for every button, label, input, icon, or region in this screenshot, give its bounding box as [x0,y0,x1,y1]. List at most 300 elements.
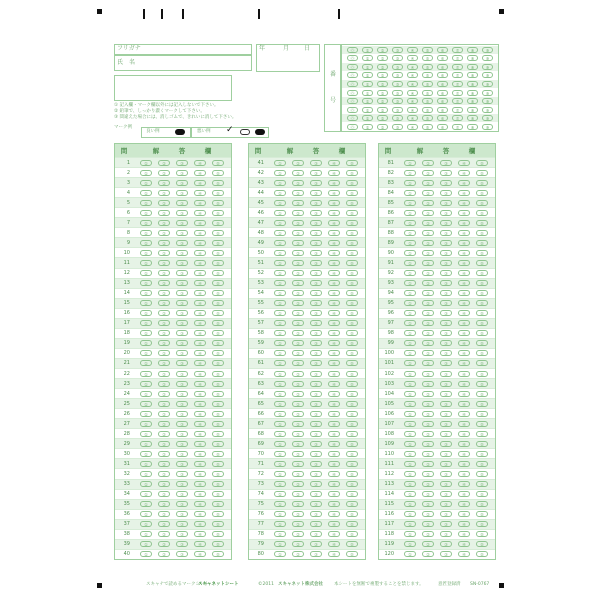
answer-bubble[interactable]: ⑤ [346,240,358,246]
answer-bubble[interactable]: ⑤ [346,310,358,316]
answer-bubble[interactable]: ① [274,270,286,276]
answer-bubble[interactable]: ② [422,270,434,276]
answer-bubble[interactable]: ② [158,330,170,336]
id-bubble[interactable]: ⑥ [437,115,448,121]
answer-bubble[interactable]: ④ [328,200,340,206]
answer-bubble[interactable]: ② [292,511,304,517]
answer-bubble[interactable]: ④ [458,421,470,427]
answer-bubble[interactable]: ① [274,481,286,487]
id-bubble[interactable]: ① [362,47,373,53]
answer-bubble[interactable]: ② [292,250,304,256]
answer-bubble[interactable]: ① [140,481,152,487]
answer-bubble[interactable]: ③ [176,250,188,256]
answer-bubble[interactable]: ⑤ [212,501,224,507]
id-bubble[interactable]: ⑥ [437,55,448,61]
answer-bubble[interactable]: ③ [310,360,322,366]
answer-bubble[interactable]: ⑤ [476,320,488,326]
answer-bubble[interactable]: ④ [194,360,206,366]
answer-bubble[interactable]: ④ [458,531,470,537]
answer-bubble[interactable]: ① [404,290,416,296]
id-bubble[interactable]: ⑤ [422,72,433,78]
answer-bubble[interactable]: ① [140,421,152,427]
answer-bubble[interactable]: ⑤ [476,431,488,437]
answer-bubble[interactable]: ⑤ [212,411,224,417]
answer-bubble[interactable]: ⑤ [346,531,358,537]
answer-bubble[interactable]: ② [158,371,170,377]
answer-bubble[interactable]: ① [404,381,416,387]
answer-bubble[interactable]: ③ [440,541,452,547]
answer-bubble[interactable]: ③ [176,300,188,306]
answer-bubble[interactable]: ④ [194,270,206,276]
answer-bubble[interactable]: ④ [194,501,206,507]
answer-bubble[interactable]: ③ [310,320,322,326]
answer-bubble[interactable]: ① [140,240,152,246]
answer-bubble[interactable]: ① [404,541,416,547]
answer-bubble[interactable]: ② [422,330,434,336]
id-bubble[interactable]: ⑧ [467,98,478,104]
answer-bubble[interactable]: ⑤ [212,170,224,176]
answer-bubble[interactable]: ③ [176,200,188,206]
id-bubble[interactable]: ⑦ [452,81,463,87]
answer-bubble[interactable]: ⑤ [476,421,488,427]
answer-bubble[interactable]: ⑤ [212,481,224,487]
answer-bubble[interactable]: ① [404,280,416,286]
answer-bubble[interactable]: ④ [458,521,470,527]
answer-bubble[interactable]: ⑤ [212,371,224,377]
answer-bubble[interactable]: ① [404,260,416,266]
answer-bubble[interactable]: ③ [176,310,188,316]
answer-bubble[interactable]: ③ [310,220,322,226]
id-bubble[interactable]: ⑦ [452,47,463,53]
answer-bubble[interactable]: ① [140,350,152,356]
answer-bubble[interactable]: ④ [194,531,206,537]
answer-bubble[interactable]: ⑤ [476,350,488,356]
answer-bubble[interactable]: ⑤ [212,310,224,316]
answer-bubble[interactable]: ④ [194,220,206,226]
answer-bubble[interactable]: ① [140,360,152,366]
answer-bubble[interactable]: ① [404,350,416,356]
answer-bubble[interactable]: ② [292,350,304,356]
answer-bubble[interactable]: ③ [310,160,322,166]
answer-bubble[interactable]: ⑤ [346,541,358,547]
answer-bubble[interactable]: ③ [176,441,188,447]
answer-bubble[interactable]: ④ [458,371,470,377]
id-bubble[interactable]: ④ [407,55,418,61]
answer-bubble[interactable]: ⑤ [346,180,358,186]
answer-bubble[interactable]: ⑤ [212,360,224,366]
id-bubble[interactable]: ⓪ [347,47,358,53]
answer-bubble[interactable]: ④ [328,190,340,196]
answer-bubble[interactable]: ④ [328,220,340,226]
answer-bubble[interactable]: ⑤ [212,431,224,437]
id-bubble[interactable]: ⑨ [482,90,493,96]
answer-bubble[interactable]: ⑤ [476,250,488,256]
answer-bubble[interactable]: ① [140,280,152,286]
answer-bubble[interactable]: ① [140,491,152,497]
id-bubble[interactable]: ③ [392,115,403,121]
answer-bubble[interactable]: ① [274,280,286,286]
answer-bubble[interactable]: ① [140,391,152,397]
id-bubble[interactable]: ④ [407,124,418,130]
answer-bubble[interactable]: ② [292,441,304,447]
answer-bubble[interactable]: ③ [440,431,452,437]
answer-bubble[interactable]: ② [158,441,170,447]
answer-bubble[interactable]: ④ [458,401,470,407]
answer-bubble[interactable]: ② [158,240,170,246]
answer-bubble[interactable]: ⑤ [346,551,358,557]
answer-bubble[interactable]: ② [422,250,434,256]
answer-bubble[interactable]: ① [404,471,416,477]
answer-bubble[interactable]: ② [292,391,304,397]
answer-bubble[interactable]: ③ [440,340,452,346]
answer-bubble[interactable]: ③ [176,371,188,377]
id-bubble[interactable]: ⑧ [467,72,478,78]
id-bubble[interactable]: ② [377,90,388,96]
answer-bubble[interactable]: ② [422,451,434,457]
answer-bubble[interactable]: ⑤ [346,501,358,507]
answer-bubble[interactable]: ① [140,401,152,407]
answer-bubble[interactable]: ③ [440,180,452,186]
id-bubble[interactable]: ⑨ [482,115,493,121]
answer-bubble[interactable]: ④ [458,240,470,246]
answer-bubble[interactable]: ④ [328,310,340,316]
answer-bubble[interactable]: ② [292,360,304,366]
answer-bubble[interactable]: ① [140,461,152,467]
id-bubble[interactable]: ⑤ [422,55,433,61]
answer-bubble[interactable]: ① [274,350,286,356]
answer-bubble[interactable]: ④ [458,180,470,186]
answer-bubble[interactable]: ① [274,360,286,366]
answer-bubble[interactable]: ① [274,381,286,387]
answer-bubble[interactable]: ② [292,541,304,547]
answer-bubble[interactable]: ③ [440,220,452,226]
answer-bubble[interactable]: ④ [458,210,470,216]
answer-bubble[interactable]: ② [292,421,304,427]
answer-bubble[interactable]: ② [292,431,304,437]
answer-bubble[interactable]: ② [292,401,304,407]
answer-bubble[interactable]: ④ [328,381,340,387]
answer-bubble[interactable]: ② [158,501,170,507]
id-bubble[interactable]: ③ [392,47,403,53]
answer-bubble[interactable]: ③ [176,360,188,366]
answer-bubble[interactable]: ③ [440,250,452,256]
answer-bubble[interactable]: ③ [176,471,188,477]
id-bubble[interactable]: ② [377,115,388,121]
answer-bubble[interactable]: ⑤ [476,501,488,507]
answer-bubble[interactable]: ④ [328,481,340,487]
id-bubble[interactable]: ⑧ [467,90,478,96]
answer-bubble[interactable]: ④ [328,210,340,216]
answer-bubble[interactable]: ② [292,240,304,246]
id-bubble[interactable]: ⓪ [347,90,358,96]
answer-bubble[interactable]: ⑤ [346,230,358,236]
answer-bubble[interactable]: ④ [458,491,470,497]
answer-bubble[interactable]: ① [140,160,152,166]
answer-bubble[interactable]: ③ [310,471,322,477]
answer-bubble[interactable]: ② [158,360,170,366]
answer-bubble[interactable]: ⑤ [212,340,224,346]
answer-bubble[interactable]: ① [404,521,416,527]
id-bubble[interactable]: ⑨ [482,55,493,61]
id-bubble[interactable]: ⑥ [437,64,448,70]
id-bubble[interactable]: ⓪ [347,98,358,104]
answer-bubble[interactable]: ② [292,411,304,417]
id-bubble[interactable]: ④ [407,72,418,78]
answer-bubble[interactable]: ② [292,471,304,477]
answer-bubble[interactable]: ③ [440,290,452,296]
answer-bubble[interactable]: ⑤ [212,471,224,477]
answer-bubble[interactable]: ⑤ [476,190,488,196]
answer-bubble[interactable]: ① [404,531,416,537]
answer-bubble[interactable]: ② [292,300,304,306]
answer-bubble[interactable]: ④ [458,471,470,477]
answer-bubble[interactable]: ③ [310,330,322,336]
answer-bubble[interactable]: ② [158,551,170,557]
answer-bubble[interactable]: ③ [310,371,322,377]
answer-bubble[interactable]: ① [274,160,286,166]
answer-bubble[interactable]: ⑤ [476,461,488,467]
answer-bubble[interactable]: ① [404,170,416,176]
answer-bubble[interactable]: ④ [194,431,206,437]
answer-bubble[interactable]: ⑤ [346,300,358,306]
answer-bubble[interactable]: ⑤ [212,551,224,557]
answer-bubble[interactable]: ③ [176,451,188,457]
answer-bubble[interactable]: ⑤ [346,330,358,336]
id-bubble[interactable]: ⑨ [482,124,493,130]
id-bubble[interactable]: ⑨ [482,64,493,70]
answer-bubble[interactable]: ② [422,531,434,537]
answer-bubble[interactable]: ① [274,260,286,266]
answer-bubble[interactable]: ② [292,190,304,196]
answer-bubble[interactable]: ⑤ [212,511,224,517]
answer-bubble[interactable]: ③ [176,461,188,467]
answer-bubble[interactable]: ⑤ [476,521,488,527]
answer-bubble[interactable]: ⑤ [212,280,224,286]
answer-bubble[interactable]: ④ [458,481,470,487]
answer-bubble[interactable]: ① [140,200,152,206]
answer-bubble[interactable]: ① [140,310,152,316]
answer-bubble[interactable]: ⑤ [212,531,224,537]
answer-bubble[interactable]: ① [140,300,152,306]
answer-bubble[interactable]: ④ [194,160,206,166]
answer-bubble[interactable]: ④ [328,160,340,166]
answer-bubble[interactable]: ③ [176,511,188,517]
id-bubble[interactable]: ⑧ [467,64,478,70]
answer-bubble[interactable]: ④ [194,310,206,316]
id-bubble[interactable]: ④ [407,90,418,96]
answer-bubble[interactable]: ④ [328,260,340,266]
id-bubble[interactable]: ① [362,124,373,130]
answer-bubble[interactable]: ② [292,551,304,557]
id-bubble[interactable]: ⑥ [437,124,448,130]
answer-bubble[interactable]: ① [274,371,286,377]
answer-bubble[interactable]: ③ [440,471,452,477]
id-bubble[interactable]: ① [362,81,373,87]
id-bubble[interactable]: ⑥ [437,72,448,78]
id-bubble[interactable]: ⑦ [452,98,463,104]
answer-bubble[interactable]: ④ [194,461,206,467]
answer-bubble[interactable]: ④ [458,310,470,316]
answer-bubble[interactable]: ② [422,170,434,176]
answer-bubble[interactable]: ④ [458,461,470,467]
answer-bubble[interactable]: ⑤ [346,421,358,427]
id-bubble[interactable]: ⓪ [347,81,358,87]
answer-bubble[interactable]: ① [274,471,286,477]
answer-bubble[interactable]: ③ [440,360,452,366]
answer-bubble[interactable]: ⑤ [476,541,488,547]
answer-bubble[interactable]: ④ [458,160,470,166]
answer-bubble[interactable]: ① [404,511,416,517]
answer-bubble[interactable]: ② [158,320,170,326]
answer-bubble[interactable]: ③ [440,260,452,266]
answer-bubble[interactable]: ③ [440,160,452,166]
answer-bubble[interactable]: ③ [440,491,452,497]
answer-bubble[interactable]: ④ [328,431,340,437]
answer-bubble[interactable]: ③ [440,401,452,407]
answer-bubble[interactable]: ④ [328,170,340,176]
answer-bubble[interactable]: ⑤ [346,220,358,226]
id-bubble[interactable]: ⑧ [467,107,478,113]
answer-bubble[interactable]: ① [404,551,416,557]
answer-bubble[interactable]: ④ [328,300,340,306]
answer-bubble[interactable]: ⑤ [346,320,358,326]
answer-bubble[interactable]: ③ [440,190,452,196]
answer-bubble[interactable]: ① [140,431,152,437]
answer-bubble[interactable]: ⑤ [212,330,224,336]
answer-bubble[interactable]: ④ [328,401,340,407]
answer-bubble[interactable]: ① [140,551,152,557]
answer-bubble[interactable]: ③ [310,521,322,527]
answer-bubble[interactable]: ④ [194,320,206,326]
answer-bubble[interactable]: ④ [328,330,340,336]
answer-bubble[interactable]: ③ [176,431,188,437]
id-bubble[interactable]: ④ [407,115,418,121]
id-bubble[interactable]: ⑥ [437,81,448,87]
answer-bubble[interactable]: ② [158,541,170,547]
answer-bubble[interactable]: ④ [328,421,340,427]
answer-bubble[interactable]: ④ [458,391,470,397]
answer-bubble[interactable]: ③ [176,350,188,356]
answer-bubble[interactable]: ⑤ [476,441,488,447]
answer-bubble[interactable]: ② [422,280,434,286]
answer-bubble[interactable]: ② [422,551,434,557]
id-bubble[interactable]: ⑤ [422,98,433,104]
answer-bubble[interactable]: ④ [194,340,206,346]
answer-bubble[interactable]: ③ [310,441,322,447]
answer-bubble[interactable]: ① [404,270,416,276]
answer-bubble[interactable]: ④ [194,190,206,196]
answer-bubble[interactable]: ⑤ [212,270,224,276]
id-bubble[interactable]: ⑧ [467,124,478,130]
answer-bubble[interactable]: ⑤ [212,491,224,497]
answer-bubble[interactable]: ② [158,220,170,226]
answer-bubble[interactable]: ⑤ [346,190,358,196]
answer-bubble[interactable]: ④ [194,200,206,206]
answer-bubble[interactable]: ③ [310,300,322,306]
answer-bubble[interactable]: ① [274,441,286,447]
answer-bubble[interactable]: ② [158,391,170,397]
answer-bubble[interactable]: ① [274,401,286,407]
answer-bubble[interactable]: ① [274,210,286,216]
answer-bubble[interactable]: ⑤ [212,421,224,427]
answer-bubble[interactable]: ② [422,240,434,246]
answer-bubble[interactable]: ② [158,481,170,487]
answer-bubble[interactable]: ⑤ [346,290,358,296]
answer-bubble[interactable]: ⑤ [346,491,358,497]
answer-bubble[interactable]: ③ [310,501,322,507]
answer-bubble[interactable]: ⑤ [476,260,488,266]
answer-bubble[interactable]: ④ [328,501,340,507]
answer-bubble[interactable]: ② [158,461,170,467]
answer-bubble[interactable]: ① [404,220,416,226]
answer-bubble[interactable]: ⑤ [346,521,358,527]
answer-bubble[interactable]: ⑤ [476,551,488,557]
answer-bubble[interactable]: ⑤ [476,391,488,397]
answer-bubble[interactable]: ① [404,461,416,467]
id-bubble[interactable]: ⑥ [437,107,448,113]
answer-bubble[interactable]: ① [274,451,286,457]
answer-bubble[interactable]: ③ [176,270,188,276]
answer-bubble[interactable]: ① [404,200,416,206]
answer-bubble[interactable]: ⑤ [476,381,488,387]
answer-bubble[interactable]: ② [292,481,304,487]
answer-bubble[interactable]: ⑤ [212,441,224,447]
answer-bubble[interactable]: ① [274,170,286,176]
answer-bubble[interactable]: ② [422,481,434,487]
id-bubble[interactable]: ② [377,47,388,53]
answer-bubble[interactable]: ② [158,310,170,316]
answer-bubble[interactable]: ① [274,240,286,246]
answer-bubble[interactable]: ① [140,170,152,176]
answer-bubble[interactable]: ⑤ [346,391,358,397]
answer-bubble[interactable]: ③ [310,340,322,346]
answer-bubble[interactable]: ③ [176,240,188,246]
answer-bubble[interactable]: ② [158,431,170,437]
answer-bubble[interactable]: ① [140,230,152,236]
answer-bubble[interactable]: ② [158,260,170,266]
answer-bubble[interactable]: ② [422,381,434,387]
answer-bubble[interactable]: ④ [328,250,340,256]
answer-bubble[interactable]: ① [274,501,286,507]
answer-bubble[interactable]: ⑤ [212,220,224,226]
answer-bubble[interactable]: ④ [194,491,206,497]
id-bubble[interactable]: ④ [407,81,418,87]
answer-bubble[interactable]: ⑤ [476,401,488,407]
answer-bubble[interactable]: ④ [458,200,470,206]
answer-bubble[interactable]: ③ [440,411,452,417]
answer-bubble[interactable]: ② [158,280,170,286]
answer-bubble[interactable]: ③ [176,481,188,487]
answer-bubble[interactable]: ① [274,250,286,256]
answer-bubble[interactable]: ③ [440,240,452,246]
id-bubble[interactable]: ③ [392,90,403,96]
id-bubble[interactable]: ③ [392,98,403,104]
answer-bubble[interactable]: ④ [328,230,340,236]
answer-bubble[interactable]: ④ [328,451,340,457]
answer-bubble[interactable]: ⑤ [212,521,224,527]
answer-bubble[interactable]: ② [292,260,304,266]
answer-bubble[interactable]: ③ [440,280,452,286]
id-bubble[interactable]: ④ [407,64,418,70]
answer-bubble[interactable]: ③ [440,350,452,356]
answer-bubble[interactable]: ④ [194,411,206,417]
answer-bubble[interactable]: ④ [194,260,206,266]
answer-bubble[interactable]: ② [292,491,304,497]
answer-bubble[interactable]: ⑤ [212,200,224,206]
answer-bubble[interactable]: ① [140,270,152,276]
answer-bubble[interactable]: ③ [310,431,322,437]
answer-bubble[interactable]: ④ [194,441,206,447]
